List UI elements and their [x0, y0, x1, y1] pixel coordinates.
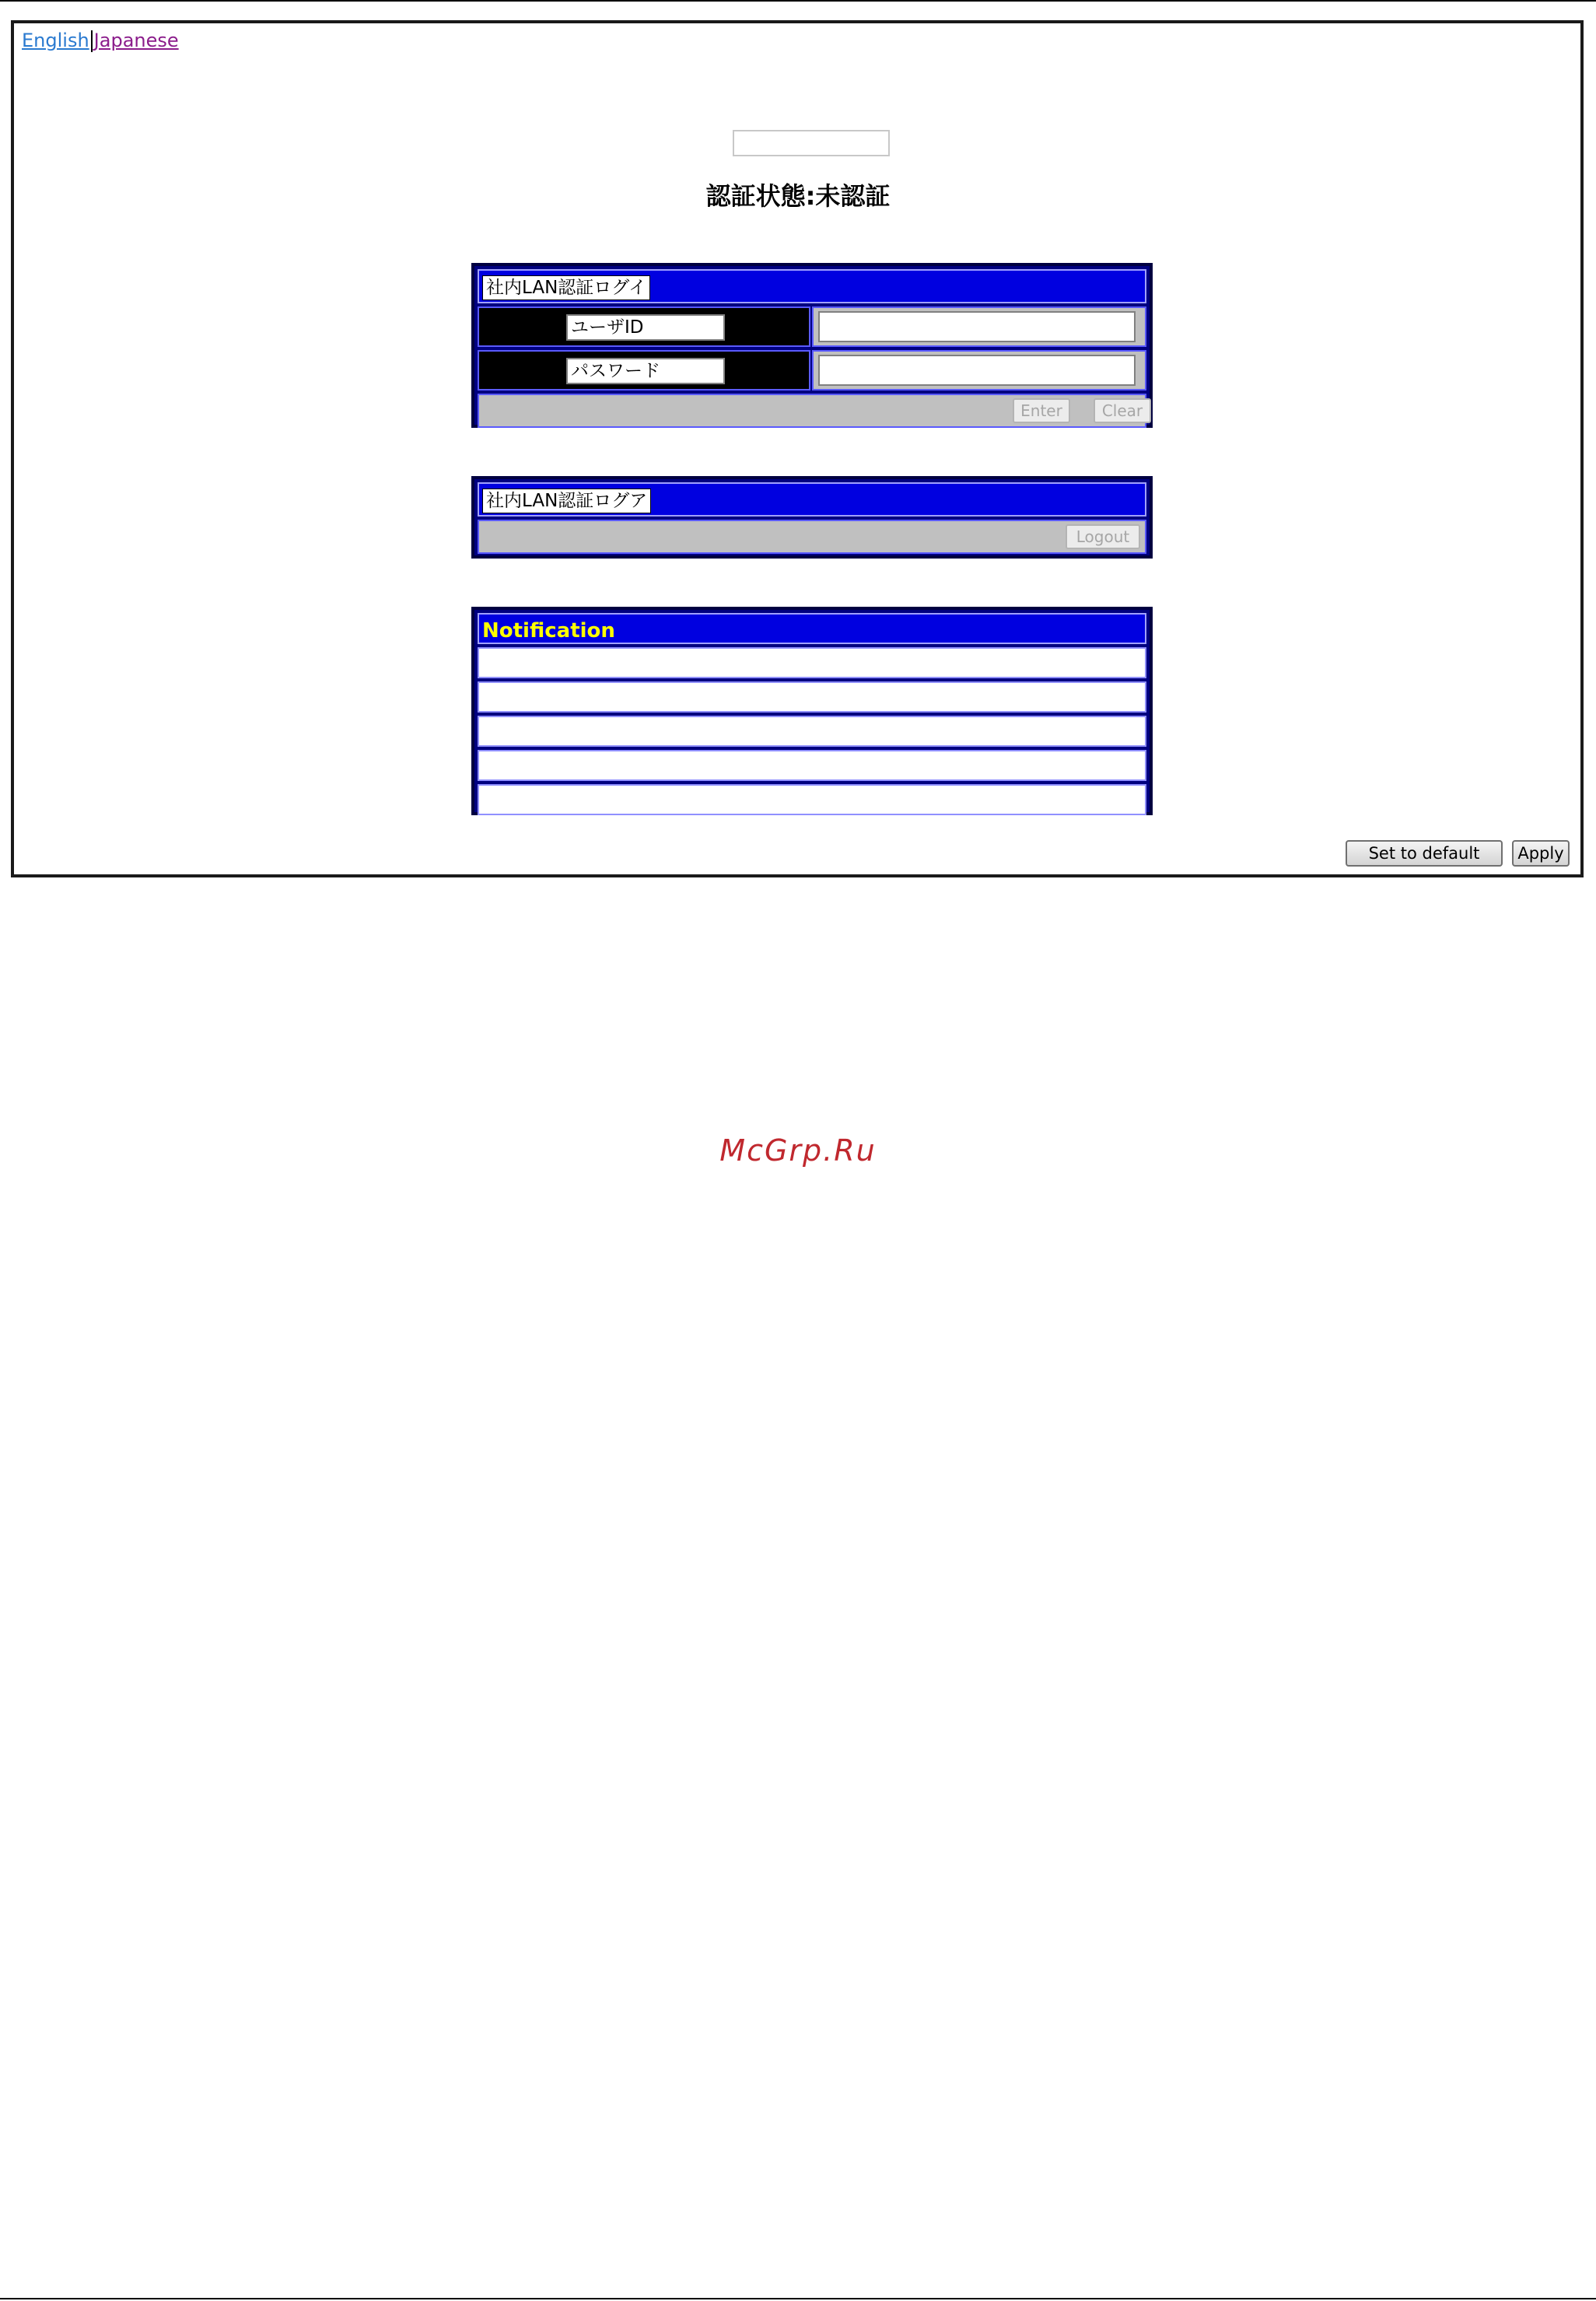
login-panel-header — [478, 269, 1146, 303]
password-input[interactable] — [818, 355, 1136, 386]
user-id-value-cell — [812, 306, 1146, 347]
login-button-bar — [478, 394, 1146, 428]
logout-panel-title: 社内LAN認証ログア — [482, 489, 651, 513]
notification-row — [478, 716, 1146, 747]
notification-row — [478, 647, 1146, 678]
notification-title: Notification — [482, 619, 615, 643]
notification-row — [478, 784, 1146, 815]
top-blank-field[interactable] — [733, 130, 890, 156]
password-label-cell — [478, 350, 810, 391]
user-id-label: ユーザID — [566, 314, 725, 341]
watermark-text: McGrp.Ru — [719, 1133, 877, 1168]
notification-row — [478, 681, 1146, 713]
japanese-link[interactable]: Japanese — [93, 30, 179, 51]
password-value-cell — [812, 350, 1146, 391]
language-separator — [91, 30, 93, 52]
notification-panel-header — [478, 613, 1146, 644]
apply-button[interactable]: Apply — [1512, 840, 1570, 867]
language-switcher — [22, 28, 179, 53]
top-rule — [0, 0, 1596, 2]
user-id-row — [478, 306, 1146, 347]
notification-panel — [471, 607, 1153, 815]
logout-button-bar — [478, 520, 1146, 554]
notification-row — [478, 750, 1146, 781]
auth-status-heading: 認証状態:未認証 — [705, 181, 891, 211]
english-link[interactable]: English — [22, 30, 89, 51]
set-to-default-button[interactable]: Set to default — [1346, 840, 1503, 867]
user-id-input[interactable] — [818, 311, 1136, 342]
password-row — [478, 350, 1146, 391]
user-id-label-cell — [478, 306, 810, 347]
clear-button[interactable]: Clear — [1094, 398, 1151, 423]
password-label: パスワード — [566, 358, 725, 384]
logout-panel — [471, 476, 1153, 559]
logout-panel-header — [478, 482, 1146, 517]
logout-button[interactable]: Logout — [1066, 524, 1140, 549]
login-panel — [471, 263, 1153, 428]
bottom-rule — [0, 2298, 1596, 2299]
enter-button[interactable]: Enter — [1013, 398, 1070, 423]
login-panel-title: 社内LAN認証ログイ — [482, 275, 650, 300]
